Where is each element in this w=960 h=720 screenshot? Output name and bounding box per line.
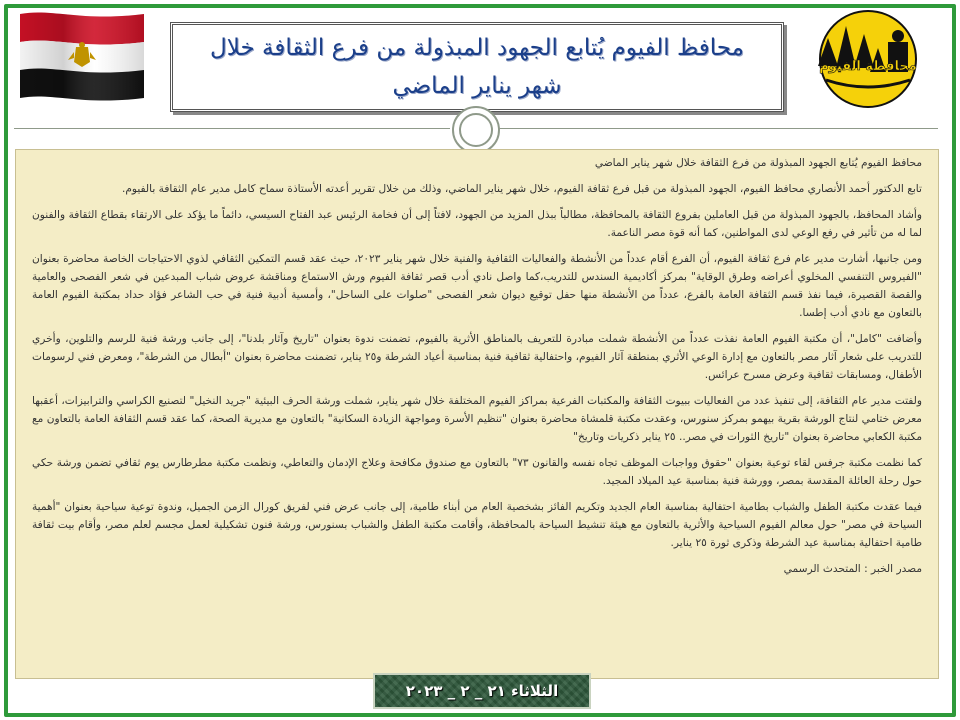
article-headline: محافظ الفيوم يُتابع الجهود المبذولة من فرع الثقافة خلال شهر يناير الماضي — [594, 157, 922, 169]
article-source: مصدر الخبر : المتحدث الرسمي — [783, 563, 922, 575]
egypt-flag-icon — [12, 8, 152, 103]
article-paragraph: وأضافت "كامل"، أن مكتبة الفيوم العامة نفذت عدداً من الأنشطة شملت مبادرة للتعريف بالمناطق الأثرية بالفيوم، تضمنت ندوة بعنوان "تاريخ وآثار بلدنا"، إلى جانب ورشة فنية للرسم والتلوين، وأخري للتدريب على شعار آثار مصر بالتعاون مع إدارة الوعي الأثري بمنطقة آثار الفيوم، واحتفالية ثقافية فنية بمناسبة أعياد الشرطة و٢٥ يناير، تضمنت محاضرة بعنوان "أبطال من الشرطة"، ومعرض فني لرسومات الأطفال، ومسابقات ثقافية وعرض مسرح عرائس. — [32, 333, 922, 381]
title-box — [170, 22, 784, 112]
date-banner — [373, 673, 591, 709]
page-title: محافظ الفيوم يُتابع الجهود المبذولة من فرع الثقافة خلال شهر يناير الماضي — [210, 35, 744, 99]
article-paragraph: وأشاد المحافظ، بالجهود المبذولة من قبل العاملين بفروع الثقافة بالمحافظة، مطالباً ببذل المزيد من الجهود، لافتاً إلى أن فخامة الرئيس عبد الفتاح السيسي، دائماً ما يؤكد على الارتقاء بقطاع الثقافة والفنون لما له من تأثير في رفع الوعي لدى المواطنين، كما أنه قوة مصر الناعمة. — [32, 209, 922, 239]
divider-right — [498, 128, 938, 129]
article-body — [15, 149, 939, 679]
fayoum-emblem-icon — [788, 8, 948, 110]
publish-date: الثلاثاء ٢١ _ ٢ _ ٢٠٢٣ — [405, 682, 559, 700]
emblem-text: محافظة الفيوم — [819, 59, 917, 74]
article-paragraph: تابع الدكتور أحمد الأنصاري محافظ الفيوم، الجهود المبذولة من قبل فرع ثقافة الفيوم، خلال شهر يناير الماضي، وذلك من خلال تقرير أعدته الأستاذة سماح كامل مدير عام الثقافة بالفيوم. — [121, 183, 922, 195]
article-paragraph: ومن جانبها، أشارت مدير عام فرع ثقافة الفيوم، أن الفرع أقام عدداً من الأنشطة والفعاليات الثقافية والفنية خلال شهر يناير ٢٠٢٣، حيث عقد قسم التمكين الثقافي لذوي الاحتياجات الخاصة محاضرة بعنوان "الفيروس التنفسي المخلوي أعراضه وطرق الوقاية" بمركز أكاديمية السندس للتدريب،كما واصل نادي أدب قصر ثقافة الفيوم ورش الاستماع ومناقشة عروض شباب المبدعين في شعر الفصحى والعامية والقصة القصيرة، فيما نفذ قسم الثقافة العامة بالفرع، عدداً من الأنشطة منها حفل توقيع ديوان شعر الفصحى "صلوات على الساحل"، وأمسية أدبية فنية في حب الشاعر فؤاد حداد بمكتبة الفيوم العامة بالتعاون مع نادي أدب إطسا. — [32, 253, 922, 319]
divider-left — [14, 128, 450, 129]
article-paragraph: ولفتت مدير عام الثقافة، إلى تنفيذ عدد من الفعاليات ببيوت الثقافة والمكتبات الفرعية بمراكز الفيوم المختلفة خلال شهر يناير، شملت ورشة الحرف البيئية "جريد النخيل" لتصنيع الكراسي والترابيزات، أعقبها معرض ختامي لنتاج الورشة بقرية بيهمو بمركز سنورس، وعقدت مكتبة قلمشاة محاضرة بعنوان "تنظيم الأسرة ومواجهة الزيادة السكانية" بالتعاون مع مديرية الصحة، كما عقد قسم الثقافة العامة بالتعاون مع مكتبة الكعابي محاضرة بعنوان "تاريخ الثورات في مصر.. ٢٥ يناير ذكريات وتاريخ" — [32, 395, 922, 443]
article-paragraph: كما نظمت مكتبة جرفس لقاء توعية بعنوان "حقوق وواجبات الموظف تجاه نفسه والقانون ٧٣" بالتعاون مع صندوق مكافحة وعلاج الإدمان والتعاطي، ونظمت مكتبة مطرطارس يوم ثقافي تضمن ورشة حكي حول رحلة العائلة المقدسة بمصر، وورشة فنية بمناسبة عيد الميلاد المجيد. — [32, 457, 922, 487]
divider-circle-ornament — [452, 106, 500, 154]
article-paragraph: فيما عقدت مكتبة الطفل والشباب بطامية احتفالية بمناسبة العام الجديد وتكريم الفائز بشخصية العام من أبناء طامية، إلى جانب عرض فني لفريق كورال الزمن الجميل، وندوة توعية سياحية بعنوان "أهمية السياحة في مصر" حول معالم الفيوم السياحية والأثرية بالتعاون مع هيئة تنشيط السياحة بالمحافظة، وأقامت مكتبة الطفل والشباب بسنورس، ورشة فنون تشكيلية لعمل مجسم لعلم مصر، وأقام بيت ثقافة طامية احتفالية بمناسبة عيد الشرطة وذكرى ثورة ٢٥ يناير. — [32, 501, 922, 549]
